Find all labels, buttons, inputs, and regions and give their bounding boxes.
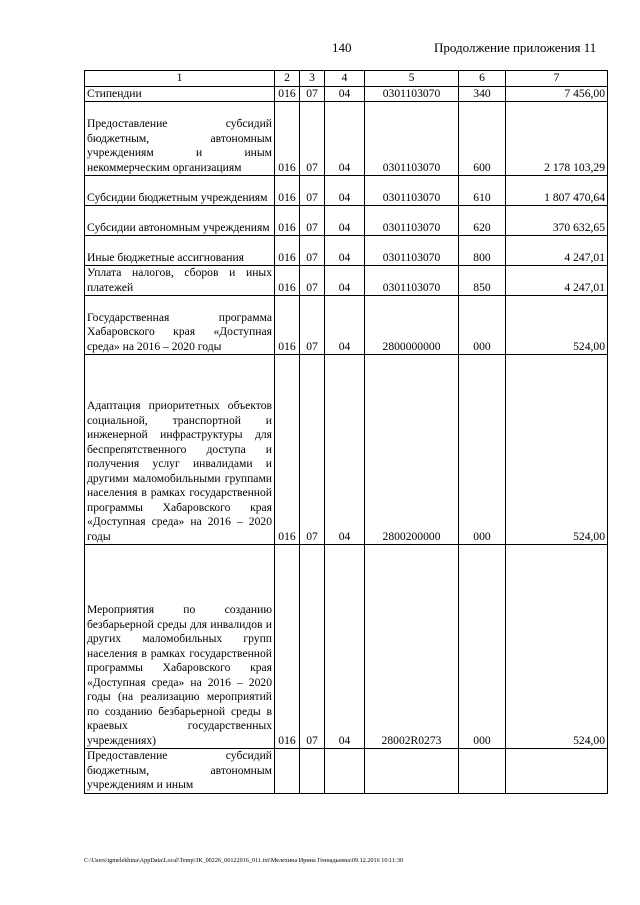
- cell-expense-type: 620: [459, 206, 506, 236]
- table-row: [85, 86, 608, 102]
- cell-target-item: 0301103070: [365, 176, 459, 206]
- column-header: 7: [506, 71, 608, 87]
- cell-section-code: 07: [300, 545, 325, 749]
- cell-ministry-code: 016: [275, 296, 300, 355]
- cell-expense-type: 850: [459, 266, 506, 296]
- document-footer-path: C:\Users\igmelekhina\AppData\Local\Temp\ЗК_00226_06122016_011.txt\Мелехина Ирина Геннадьевна\09.12.2016 10:11:30: [84, 857, 404, 864]
- cell-amount: 4 247,01: [506, 266, 608, 296]
- cell-target-item: 28002R0273: [365, 545, 459, 749]
- cell-target-item: 2800200000: [365, 355, 459, 545]
- cell-subsection-code: 04: [325, 236, 365, 266]
- cell-target-item: 2800000000: [365, 296, 459, 355]
- cell-amount: 7 456,00: [506, 86, 608, 102]
- table-row: [85, 545, 608, 749]
- row-name: Мероприятия по созданию безбарьерной среды для инвалидов и других маломобильных групп населения в рамках государственной программы Хабаровского края «Доступная среда» на 2016 – 2020 годы (на реализацию мероприятий по созданию безбарьерной среды в краевых государственных учреждениях): [85, 545, 275, 749]
- table-row: [85, 102, 608, 176]
- cell-ministry-code: 016: [275, 266, 300, 296]
- cell-expense-type: 000: [459, 296, 506, 355]
- cell-ministry-code: 016: [275, 86, 300, 102]
- cell-section-code: 07: [300, 355, 325, 545]
- row-name: Субсидии бюджетным учреждениям: [85, 176, 275, 206]
- cell-expense-type: 000: [459, 545, 506, 749]
- cell-section-code: 07: [300, 102, 325, 176]
- cell-expense-type: [459, 749, 506, 794]
- column-header: 1: [85, 71, 275, 87]
- cell-amount: 370 632,65: [506, 206, 608, 236]
- cell-ministry-code: 016: [275, 545, 300, 749]
- table-row: [85, 236, 608, 266]
- cell-expense-type: 340: [459, 86, 506, 102]
- table-row: [85, 296, 608, 355]
- cell-amount: 524,00: [506, 296, 608, 355]
- cell-ministry-code: 016: [275, 102, 300, 176]
- cell-target-item: 0301103070: [365, 86, 459, 102]
- cell-expense-type: 610: [459, 176, 506, 206]
- row-name: Иные бюджетные ассигнования: [85, 236, 275, 266]
- cell-section-code: 07: [300, 176, 325, 206]
- cell-expense-type: 000: [459, 355, 506, 545]
- row-name: Предоставление субсидий бюджетным, автономным учреждениям и иным некоммерческим организациям: [85, 102, 275, 176]
- table-row: [85, 355, 608, 545]
- cell-amount: [506, 749, 608, 794]
- table-row: [85, 749, 608, 794]
- cell-subsection-code: 04: [325, 355, 365, 545]
- cell-amount: 1 807 470,64: [506, 176, 608, 206]
- cell-expense-type: 800: [459, 236, 506, 266]
- appendix-continuation-title: Продолжение приложения 11: [434, 40, 597, 55]
- cell-target-item: 0301103070: [365, 266, 459, 296]
- cell-subsection-code: 04: [325, 545, 365, 749]
- budget-table: [84, 70, 608, 794]
- row-name: Адаптация приоритетных объектов социальной, транспортной и инженерной инфраструктуры для беспрепятственного доступа и получения услуг инвалидами и другими маломобильными группами населения в рамках государственной программы Хабаровского края «Доступная среда» на 2016 – 2020 годы: [85, 355, 275, 545]
- cell-section-code: 07: [300, 236, 325, 266]
- cell-subsection-code: 04: [325, 86, 365, 102]
- cell-section-code: 07: [300, 266, 325, 296]
- column-header: 3: [300, 71, 325, 87]
- cell-section-code: 07: [300, 206, 325, 236]
- row-name: Субсидии автономным учреждениям: [85, 206, 275, 236]
- column-header: 5: [365, 71, 459, 87]
- cell-subsection-code: 04: [325, 102, 365, 176]
- cell-subsection-code: 04: [325, 266, 365, 296]
- cell-section-code: 07: [300, 86, 325, 102]
- cell-amount: 524,00: [506, 355, 608, 545]
- cell-section-code: 07: [300, 296, 325, 355]
- row-name: Государственная программа Хабаровского края «Доступная среда» на 2016 – 2020 годы: [85, 296, 275, 355]
- cell-target-item: 0301103070: [365, 206, 459, 236]
- cell-amount: 2 178 103,29: [506, 102, 608, 176]
- table-row: [85, 176, 608, 206]
- column-header: 6: [459, 71, 506, 87]
- row-name: Стипендии: [85, 86, 275, 102]
- cell-target-item: 0301103070: [365, 102, 459, 176]
- row-name: Уплата налогов, сборов и иных платежей: [85, 266, 275, 296]
- cell-expense-type: 600: [459, 102, 506, 176]
- page-number: 140: [332, 40, 352, 55]
- row-name: Предоставление субсидий бюджетным, автономным учреждениям и иным: [85, 749, 275, 794]
- cell-amount: 4 247,01: [506, 236, 608, 266]
- table-row: [85, 266, 608, 296]
- cell-ministry-code: 016: [275, 176, 300, 206]
- cell-subsection-code: 04: [325, 206, 365, 236]
- cell-amount: 524,00: [506, 545, 608, 749]
- cell-ministry-code: [275, 749, 300, 794]
- cell-subsection-code: [325, 749, 365, 794]
- table-row: [85, 206, 608, 236]
- cell-target-item: [365, 749, 459, 794]
- cell-ministry-code: 016: [275, 236, 300, 266]
- table-header-row: [85, 71, 608, 87]
- column-header: 2: [275, 71, 300, 87]
- cell-ministry-code: 016: [275, 355, 300, 545]
- cell-target-item: 0301103070: [365, 236, 459, 266]
- column-header: 4: [325, 71, 365, 87]
- cell-subsection-code: 04: [325, 176, 365, 206]
- cell-section-code: [300, 749, 325, 794]
- cell-subsection-code: 04: [325, 296, 365, 355]
- cell-ministry-code: 016: [275, 206, 300, 236]
